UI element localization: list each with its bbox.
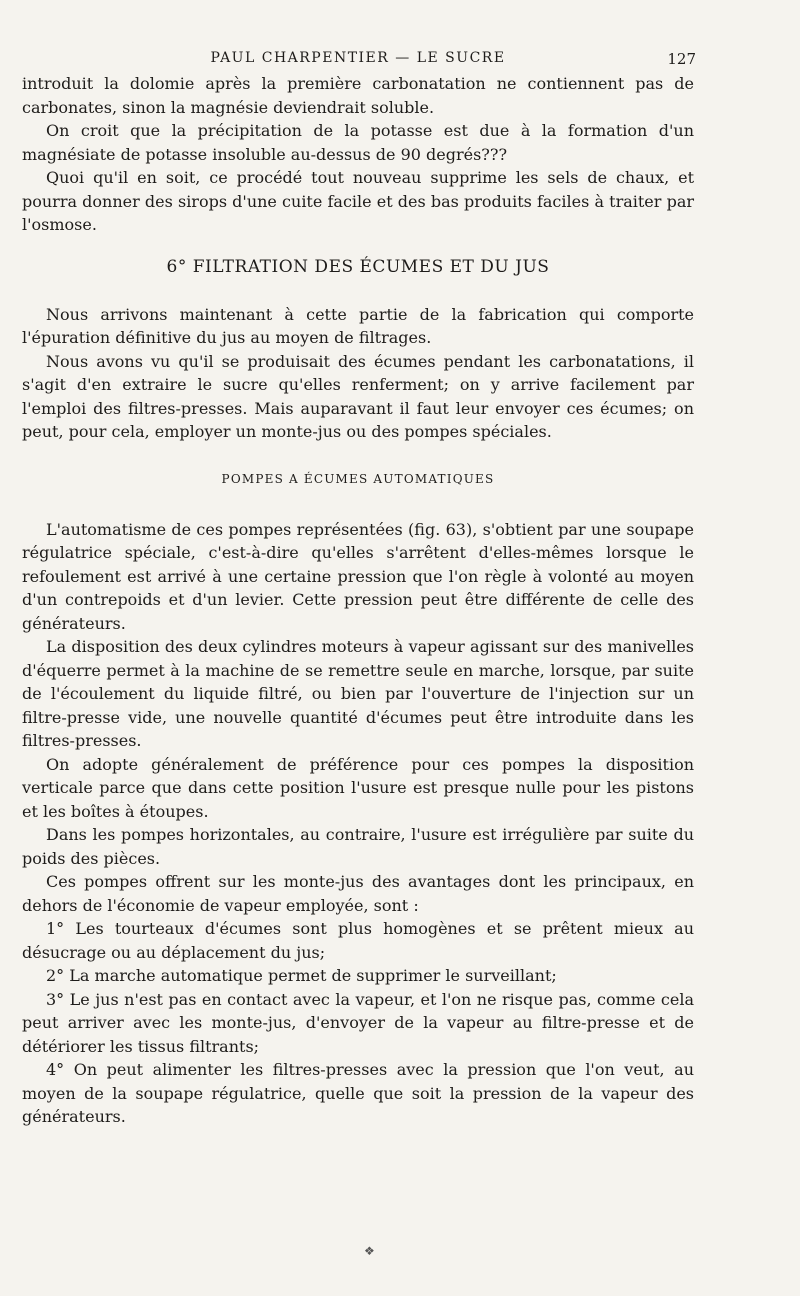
list-item-1: 1° Les tourteaux d'écumes sont plus homogènes et se prêtent mieux au désucrage ou au déplacement du jus; <box>22 919 694 962</box>
subsection-paragraph: L'automatisme de ces pompes représentées (fig. 63), s'obtient par une soupape régulatrice spéciale, c'est-à-dire qu'elles s'arrêtent d'elles-mêmes lorsque le refoulement est arrivé à une certaine pression que l'on règle à volonté au moyen d'un contrepoids et d'un levier. Cette pression peut être différente de celle des générateurs. <box>22 519 694 633</box>
page-number: 127 <box>667 50 696 68</box>
subsection-paragraph: On adopte généralement de préférence pour ces pompes la disposition verticale parce que dans cette position l'usure est presque nulle pour les pistons et les boîtes à étoupes. <box>22 754 694 821</box>
section-heading: 6° FILTRATION DES ÉCUMES ET DU JUS <box>166 256 550 277</box>
list-item-3: 3° Le jus n'est pas en contact avec la vapeur, et l'on ne risque pas, comme cela peut arriver avec les monte-jus, d'envoyer de la vapeur au filtre-presse et de détériorer les tissus filtrants; <box>22 989 694 1056</box>
list-item-4: 4° On peut alimenter les filtres-presses avec la pression que l'on veut, au moyen de la soupape régulatrice, quelle que soit la pression de la vapeur des générateurs. <box>22 1060 694 1126</box>
intro-paragraph: Quoi qu'il en soit, ce procédé tout nouveau supprime les sels de chaux, et pourra donner des sirops d'une cuite facile et des bas produits faciles à traiter par l'osmose. <box>22 168 694 234</box>
subsection-paragraph: La disposition des deux cylindres moteurs à vapeur agissant sur des manivelles d'équerre permet à la machine de se remettre seule en marche, lorsque, par suite de l'écoulement du liquide filtré, ou bien par l'ouverture de l'injection sur un filtre-presse vide, une nouvelle quantité d'écumes peut être introduite dans les filtres-presses. <box>22 637 694 750</box>
running-title: PAUL CHARPENTIER — LE SUCRE <box>210 50 506 66</box>
subsection-paragraph: Dans les pompes horizontales, au contraire, l'usure est irrégulière par suite du poids des pièces. <box>22 825 694 868</box>
intro-paragraph: introduit la dolomie après la première carbonatation ne contiennent pas de carbonates, sinon la magnésie deviendrait soluble. <box>22 74 694 117</box>
section-paragraph: Nous avons vu qu'il se produisait des écumes pendant les carbonatations, il s'agit d'en extraire le sucre qu'elles renferment; on y arrive facilement par l'emploi des filtres-presses. Mais auparavant il faut leur envoyer ces écumes; on peut, pour cela, employer un monte-jus ou des pompes spéciales. <box>22 351 694 441</box>
ornament-icon: ❖ <box>364 1244 375 1258</box>
list-item-2: 2° La marche automatique permet de supprimer le surveillant; <box>46 966 557 985</box>
book-page <box>22 46 694 1129</box>
section-paragraph: Nous arrivons maintenant à cette partie de la fabrication qui comporte l'épuration définitive du jus au moyen de filtrages. <box>22 304 694 347</box>
intro-paragraph: On croit que la précipitation de la potasse est due à la formation d'un magnésiate de potasse insoluble au-dessus de 90 degrés??? <box>22 121 694 164</box>
running-head <box>22 46 694 72</box>
subsection-heading: POMPES A ÉCUMES AUTOMATIQUES <box>221 471 495 486</box>
subsection-paragraph: Ces pompes offrent sur les monte-jus des avantages dont les principaux, en dehors de l'économie de vapeur employée, sont : <box>22 872 694 915</box>
